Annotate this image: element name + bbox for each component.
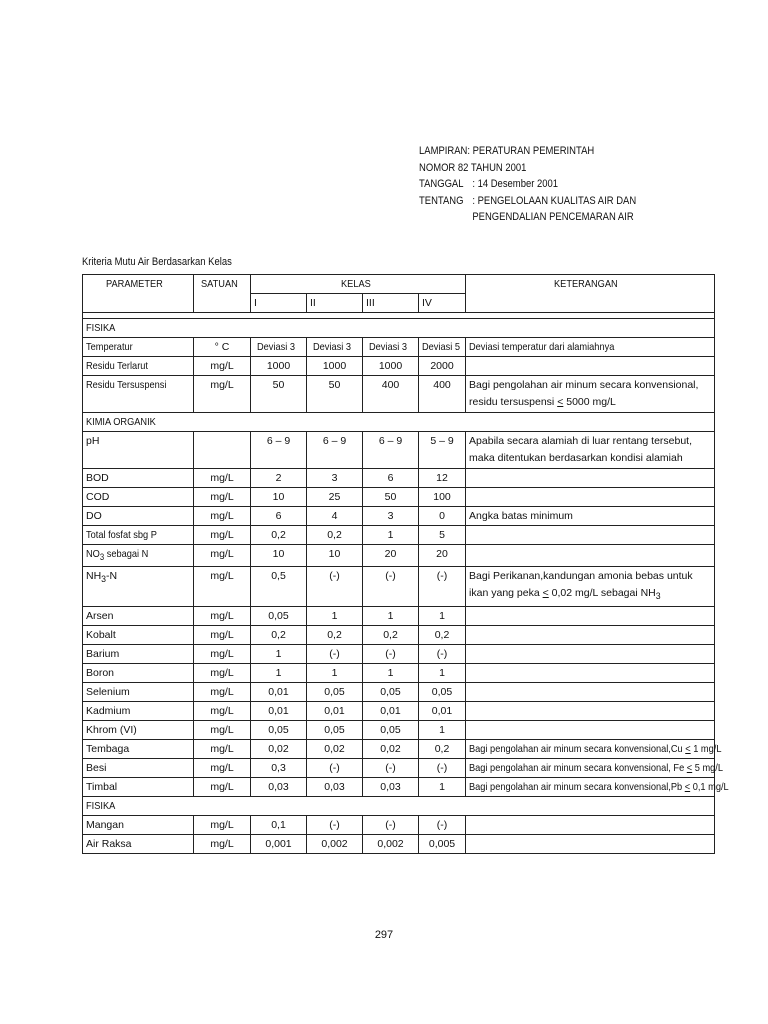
kelas-2-cell: 0,02 bbox=[307, 740, 363, 759]
keterangan-cell bbox=[466, 545, 715, 567]
param-cell: Mangan bbox=[83, 816, 194, 835]
table-header-row bbox=[83, 275, 715, 294]
keterangan-cell: Bagi pengolahan air minum secara konvensional,Cu < 1 mg/L bbox=[466, 740, 715, 759]
kelas-1-cell: 0,1 bbox=[251, 816, 307, 835]
param-cell: Residu Tersuspensi bbox=[83, 376, 194, 413]
keterangan-cell bbox=[466, 488, 715, 507]
kelas-4-cell: 1 bbox=[419, 607, 466, 626]
kelas-1-cell: 1 bbox=[251, 645, 307, 664]
kelas-1-cell: 0,2 bbox=[251, 626, 307, 645]
unit-cell: mg/L bbox=[194, 835, 251, 854]
tanggal-value: : 14 Desember 2001 bbox=[472, 178, 559, 190]
header-kelas-1: I bbox=[251, 294, 307, 313]
tanggal-label: TANGGAL bbox=[419, 178, 464, 190]
kelas-1-cell: 0,03 bbox=[251, 778, 307, 797]
kelas-1-cell: 2 bbox=[251, 469, 307, 488]
kelas-4-cell: (-) bbox=[419, 567, 466, 607]
keterangan-cell: Bagi pengolahan air minum secara konvensional, Fe < 5 mg/L bbox=[466, 759, 715, 778]
kelas-3-cell: (-) bbox=[363, 645, 419, 664]
table-row bbox=[83, 469, 715, 488]
param-cell: Boron bbox=[83, 664, 194, 683]
unit-cell: mg/L bbox=[194, 526, 251, 545]
kelas-4-cell: 0 bbox=[419, 507, 466, 526]
kelas-3-cell: 0,002 bbox=[363, 835, 419, 854]
unit-cell: mg/L bbox=[194, 740, 251, 759]
kelas-4-cell: (-) bbox=[419, 816, 466, 835]
kelas-2-cell: 10 bbox=[307, 545, 363, 567]
table-row bbox=[83, 526, 715, 545]
unit-cell: mg/L bbox=[194, 469, 251, 488]
kelas-1-cell: Deviasi 3 bbox=[251, 338, 307, 357]
kelas-3-cell: 20 bbox=[363, 545, 419, 567]
table-row bbox=[83, 545, 715, 567]
table-row bbox=[83, 376, 715, 413]
keterangan-cell: Deviasi temperatur dari alamiahnya bbox=[466, 338, 715, 357]
param-cell: Barium bbox=[83, 645, 194, 664]
kelas-3-cell: 0,02 bbox=[363, 740, 419, 759]
kelas-4-cell: 20 bbox=[419, 545, 466, 567]
table-row bbox=[83, 567, 715, 607]
keterangan-cell bbox=[466, 626, 715, 645]
param-cell: DO bbox=[83, 507, 194, 526]
table-row bbox=[83, 702, 715, 721]
keterangan-cell: Bagi Perikanan,kandungan amonia bebas untuk ikan yang peka < 0,02 mg/L sebagai $NH_3$ bbox=[466, 567, 715, 607]
kelas-4-cell: 100 bbox=[419, 488, 466, 507]
kelas-3-cell: 1000 bbox=[363, 357, 419, 376]
table-row bbox=[83, 816, 715, 835]
param-cell: Temperatur bbox=[83, 338, 194, 357]
unit-cell: mg/L bbox=[194, 357, 251, 376]
header-parameter: PARAMETER bbox=[83, 275, 194, 313]
unit-cell: mg/L bbox=[194, 376, 251, 413]
kelas-1-cell: 0,3 bbox=[251, 759, 307, 778]
kelas-2-cell: (-) bbox=[307, 567, 363, 607]
kelas-3-cell: 0,03 bbox=[363, 778, 419, 797]
kelas-1-cell: 6 – 9 bbox=[251, 432, 307, 469]
table-row bbox=[83, 626, 715, 645]
kelas-1-cell: 0,05 bbox=[251, 721, 307, 740]
kelas-3-cell: 0,2 bbox=[363, 626, 419, 645]
table-row bbox=[83, 432, 715, 469]
table-row bbox=[83, 507, 715, 526]
param-cell: $NH_3-N$ bbox=[83, 567, 194, 607]
kelas-2-cell: 1 bbox=[307, 607, 363, 626]
kelas-3-cell: Deviasi 3 bbox=[363, 338, 419, 357]
kelas-3-cell: 1 bbox=[363, 526, 419, 545]
header-kelas-2: II bbox=[307, 294, 363, 313]
kelas-3-cell: 0,01 bbox=[363, 702, 419, 721]
header-kelas: KELAS bbox=[251, 275, 466, 294]
kelas-3-cell: 6 bbox=[363, 469, 419, 488]
kelas-4-cell: 1 bbox=[419, 664, 466, 683]
kelas-4-cell: 1 bbox=[419, 721, 466, 740]
kelas-1-cell: 0,001 bbox=[251, 835, 307, 854]
kelas-2-cell: (-) bbox=[307, 759, 363, 778]
kelas-3-cell: 1 bbox=[363, 664, 419, 683]
kelas-2-cell: (-) bbox=[307, 816, 363, 835]
unit-cell: ° C bbox=[194, 338, 251, 357]
kelas-1-cell: 0,01 bbox=[251, 683, 307, 702]
kelas-1-cell: 0,01 bbox=[251, 702, 307, 721]
unit-cell: mg/L bbox=[194, 567, 251, 607]
keterangan-cell: Apabila secara alamiah di luar rentang tersebut, maka ditentukan berdasarkan kondisi alamiah bbox=[466, 432, 715, 469]
keterangan-cell bbox=[466, 357, 715, 376]
table-row bbox=[83, 721, 715, 740]
section-kimia-organik: KIMIA ORGANIK bbox=[83, 413, 715, 432]
kelas-1-cell: 0,2 bbox=[251, 526, 307, 545]
kelas-3-cell: 6 – 9 bbox=[363, 432, 419, 469]
kelas-4-cell: (-) bbox=[419, 645, 466, 664]
section-fisika-2: FISIKA bbox=[83, 797, 715, 816]
kelas-2-cell: 6 – 9 bbox=[307, 432, 363, 469]
keterangan-cell bbox=[466, 702, 715, 721]
section-row bbox=[83, 797, 715, 816]
table-row bbox=[83, 338, 715, 357]
header-kelas-3: III bbox=[363, 294, 419, 313]
document-header bbox=[419, 143, 703, 226]
table-row bbox=[83, 488, 715, 507]
table-row bbox=[83, 740, 715, 759]
kelas-1-cell: 0,5 bbox=[251, 567, 307, 607]
kelas-4-cell: 0,05 bbox=[419, 683, 466, 702]
kelas-1-cell: 0,02 bbox=[251, 740, 307, 759]
table-row bbox=[83, 607, 715, 626]
kelas-3-cell: 1 bbox=[363, 607, 419, 626]
keterangan-cell: Bagi pengolahan air minum secara konvensional,Pb < 0,1 mg/L bbox=[466, 778, 715, 797]
keterangan-cell: Bagi pengolahan air minum secara konvensional, residu tersuspensi < 5000 mg/L bbox=[466, 376, 715, 413]
unit-cell: mg/L bbox=[194, 816, 251, 835]
kelas-3-cell: (-) bbox=[363, 567, 419, 607]
keterangan-cell bbox=[466, 607, 715, 626]
header-line-2: NOMOR 82 TAHUN 2001 bbox=[419, 161, 527, 174]
param-cell: Timbal bbox=[83, 778, 194, 797]
param-cell: Kadmium bbox=[83, 702, 194, 721]
header-line-1: LAMPIRAN: PERATURAN PEMERINTAH bbox=[419, 145, 595, 157]
kelas-4-cell: 0,2 bbox=[419, 740, 466, 759]
unit-cell: mg/L bbox=[194, 507, 251, 526]
unit-cell: mg/L bbox=[194, 545, 251, 567]
kelas-2-cell: 0,05 bbox=[307, 721, 363, 740]
kelas-3-cell: 0,05 bbox=[363, 721, 419, 740]
unit-cell: mg/L bbox=[194, 683, 251, 702]
unit-cell: mg/L bbox=[194, 759, 251, 778]
kelas-2-cell: 1000 bbox=[307, 357, 363, 376]
table-row bbox=[83, 683, 715, 702]
keterangan-cell bbox=[466, 645, 715, 664]
keterangan-cell bbox=[466, 683, 715, 702]
param-cell: Besi bbox=[83, 759, 194, 778]
kelas-4-cell: (-) bbox=[419, 759, 466, 778]
param-cell: COD bbox=[83, 488, 194, 507]
table-row bbox=[83, 664, 715, 683]
section-row bbox=[83, 413, 715, 432]
table-caption: Kriteria Mutu Air Berdasarkan Kelas bbox=[82, 256, 232, 268]
kelas-4-cell: 5 bbox=[419, 526, 466, 545]
param-cell: Arsen bbox=[83, 607, 194, 626]
keterangan-cell bbox=[466, 816, 715, 835]
kelas-4-cell: 5 – 9 bbox=[419, 432, 466, 469]
header-keterangan: KETERANGAN bbox=[466, 275, 715, 313]
kelas-2-cell: (-) bbox=[307, 645, 363, 664]
kelas-4-cell: 0,01 bbox=[419, 702, 466, 721]
kelas-1-cell: 6 bbox=[251, 507, 307, 526]
param-cell: Tembaga bbox=[83, 740, 194, 759]
unit-cell bbox=[194, 432, 251, 469]
keterangan-cell bbox=[466, 721, 715, 740]
kelas-3-cell: 400 bbox=[363, 376, 419, 413]
param-cell: pH bbox=[83, 432, 194, 469]
tentang-value-2: PENGENDALIAN PENCEMARAN AIR bbox=[472, 211, 634, 223]
kelas-3-cell: (-) bbox=[363, 759, 419, 778]
table-row bbox=[83, 778, 715, 797]
kelas-2-cell: 3 bbox=[307, 469, 363, 488]
keterangan-cell bbox=[466, 664, 715, 683]
kelas-2-cell: 50 bbox=[307, 376, 363, 413]
keterangan-cell bbox=[466, 526, 715, 545]
tentang-label: TENTANG bbox=[419, 194, 464, 207]
kelas-2-cell: 0,2 bbox=[307, 526, 363, 545]
unit-cell: mg/L bbox=[194, 488, 251, 507]
unit-cell: mg/L bbox=[194, 607, 251, 626]
param-cell: Total fosfat sbg P bbox=[83, 526, 194, 545]
section-fisika: FISIKA bbox=[83, 319, 715, 338]
kelas-2-cell: Deviasi 3 bbox=[307, 338, 363, 357]
unit-cell: mg/L bbox=[194, 702, 251, 721]
param-cell: Kobalt bbox=[83, 626, 194, 645]
table-row bbox=[83, 357, 715, 376]
keterangan-cell: Angka batas minimum bbox=[466, 507, 715, 526]
kelas-4-cell: Deviasi 5 bbox=[419, 338, 466, 357]
kelas-4-cell: 400 bbox=[419, 376, 466, 413]
table-row bbox=[83, 645, 715, 664]
water-quality-table bbox=[82, 274, 729, 854]
unit-cell: mg/L bbox=[194, 626, 251, 645]
kelas-2-cell: 0,03 bbox=[307, 778, 363, 797]
unit-cell: mg/L bbox=[194, 778, 251, 797]
tentang-value-1: : PENGELOLAAN KUALITAS AIR DAN bbox=[472, 194, 637, 207]
kelas-1-cell: 1000 bbox=[251, 357, 307, 376]
param-cell: $NO_3$ sebagai N bbox=[83, 545, 194, 567]
param-cell: Air Raksa bbox=[83, 835, 194, 854]
kelas-2-cell: 0,002 bbox=[307, 835, 363, 854]
table-row bbox=[83, 835, 715, 854]
unit-cell: mg/L bbox=[194, 645, 251, 664]
kelas-2-cell: 0,2 bbox=[307, 626, 363, 645]
kelas-3-cell: (-) bbox=[363, 816, 419, 835]
header-kelas-4: IV bbox=[419, 294, 466, 313]
kelas-3-cell: 0,05 bbox=[363, 683, 419, 702]
kelas-4-cell: 0,005 bbox=[419, 835, 466, 854]
param-cell: Residu Terlarut bbox=[83, 357, 194, 376]
kelas-1-cell: 10 bbox=[251, 488, 307, 507]
kelas-1-cell: 10 bbox=[251, 545, 307, 567]
table-row bbox=[83, 759, 715, 778]
keterangan-cell bbox=[466, 469, 715, 488]
kelas-3-cell: 3 bbox=[363, 507, 419, 526]
unit-cell: mg/L bbox=[194, 664, 251, 683]
kelas-2-cell: 0,05 bbox=[307, 683, 363, 702]
section-row bbox=[83, 319, 715, 338]
kelas-1-cell: 50 bbox=[251, 376, 307, 413]
kelas-4-cell: 2000 bbox=[419, 357, 466, 376]
kelas-2-cell: 25 bbox=[307, 488, 363, 507]
kelas-1-cell: 1 bbox=[251, 664, 307, 683]
param-cell: Selenium bbox=[83, 683, 194, 702]
kelas-1-cell: 0,05 bbox=[251, 607, 307, 626]
param-cell: BOD bbox=[83, 469, 194, 488]
kelas-2-cell: 1 bbox=[307, 664, 363, 683]
kelas-2-cell: 0,01 bbox=[307, 702, 363, 721]
kelas-4-cell: 0,2 bbox=[419, 626, 466, 645]
keterangan-cell bbox=[466, 835, 715, 854]
page-number: 297 bbox=[374, 929, 394, 941]
kelas-4-cell: 12 bbox=[419, 469, 466, 488]
header-satuan: SATUAN bbox=[194, 275, 251, 313]
kelas-3-cell: 50 bbox=[363, 488, 419, 507]
param-cell: Khrom (VI) bbox=[83, 721, 194, 740]
kelas-2-cell: 4 bbox=[307, 507, 363, 526]
unit-cell: mg/L bbox=[194, 721, 251, 740]
kelas-4-cell: 1 bbox=[419, 778, 466, 797]
